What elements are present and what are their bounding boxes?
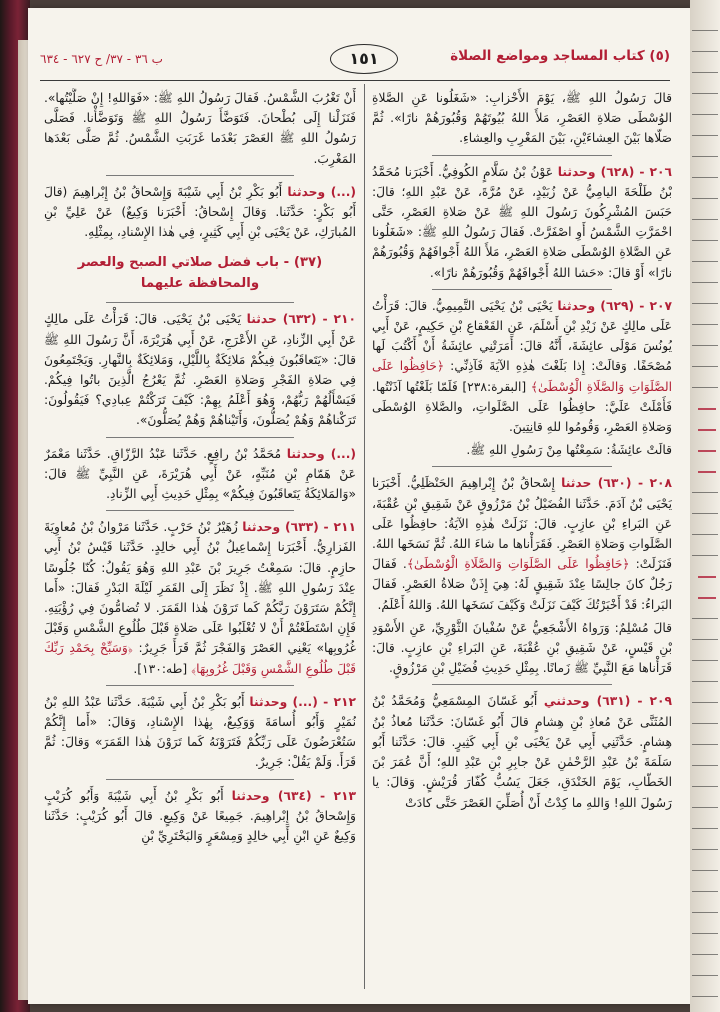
paragraph-separator	[432, 155, 612, 156]
text-paragraph	[372, 440, 672, 460]
hadith-paragraph	[44, 517, 356, 679]
chapter-heading: (٣٧) - باب فضل صلاتي الصبح والعصر والمحافظة عليهما	[77, 255, 323, 292]
adjacent-page-line	[692, 387, 718, 396]
adjacent-page-line	[692, 240, 718, 249]
quran-verse: ﴿حَافِظُوا عَلَى الصَّلَوَاتِ وَالصَّلَاةِ الْوُسْطَىٰ﴾	[406, 557, 630, 572]
hadith-reference-range: ب ٣٦ - ٣٧/ ح ٦٢٧ - ٦٣٤	[40, 52, 163, 66]
adjacent-page-line	[692, 177, 718, 186]
hadith-text: أَنْ تَغْرُبَ الشَّمْسُ. فَقالَ رَسُولُ اللهِ ﷺ: «فَوَاللهِ! إِنْ صَلَّيْتُها». فَنَزَلْنا إِلَى بُطْحانَ. فَتَوَضَّأَ رَسُولُ اللهِ ﷺ وَتَوَضَّأْنا. فَصَلَّى رَسُولُ اللهِ ﷺ العَصْرَ بَعْدَما غَرَبَتِ الشَّمْسُ. ثُمَّ صَلَّى بَعْدَها المَغْرِبَ.	[44, 91, 356, 166]
hadith-paragraph	[372, 691, 672, 812]
hadith-text: قالَ مُسْلِمٌ: وَرَواهُ الأَشْجَعِيُّ عَنْ سُفْيانَ الثَّوْرِيِّ، عَنِ الأَسْوَدِ بْنِ قَيْسٍ، عَنْ شَقِيقِ بْنِ عُقْبَةَ، عَنِ البَراءِ بْنِ عازِبٍ. قالَ: قَرَأْناها مَعَ النَّبِيِّ ﷺ زَمانًا. بِمِثْلِ حَدِيثِ فُضَيْلِ بْنِ مَرْزُوقٍ.	[372, 620, 672, 676]
hadith-text: أَبُو بَكْرِ بْنُ أَبِي شَيْبَةَ وَأَبُو كُرَيْبٍ وَإِسْحاقُ بْنُ إِبْراهِيمَ. جَمِيعًا عَنْ وَكِيعٍ. قالَ أَبُو كُرَيْبٍ: حَدَّثَنا وَكِيعٌ عَنِ ابْنِ أَبِي خالِدٍ وَمِسْعَرٍ وَالبَخْتَرِيِّ بْنِ	[44, 788, 356, 844]
hadith-paragraph	[44, 692, 356, 773]
adjacent-page-line	[692, 681, 718, 690]
quran-verse: ﴿وَسَبِّحْ بِحَمْدِ رَبِّكَ قَبْلَ طُلُوعِ الشَّمْسِ وَقَبْلَ غُرُوبِهَا﴾	[44, 641, 356, 676]
text-paragraph	[44, 88, 356, 169]
adjacent-page-line	[692, 261, 718, 270]
adjacent-page-line	[692, 639, 718, 648]
paragraph-separator	[432, 684, 612, 685]
paragraph-separator	[106, 779, 293, 780]
hadith-text: يَحْيَى بْنُ يَحْيَى التَّمِيمِيُّ. قالَ: قَرَأْتُ عَلَى مالِكٍ عَنْ زَيْدِ بْنِ أَسْلَمَ، عَنِ القَعْقاعِ بْنِ حَكِيمٍ، عَنْ أَبِي يُونُسَ مَوْلَى عائِشَةَ، أَنَّهُ قالَ: أَمَرَتْنِي عائِشَةُ أَنْ أَكْتُبَ لَها مُصْحَفًا. وَقالَتْ: إِذا بَلَغْتَ هٰذِهِ الآيَةَ فَآذِنِّي:	[372, 298, 672, 374]
hadith-paragraph	[372, 473, 672, 614]
hadith-text: أَبُو غَسّانَ المِسْمَعِيُّ وَمُحَمَّدُ بْنُ المُثَنَّى عَنْ مُعاذِ بْنِ هِشامٍ قالَ أَبُو غَسّانَ: حَدَّثَنا مُعاذُ بْنُ هِشامٍ. حَدَّثَنِي أَبِي عَنْ يَحْيَى بْنِ أَبِي كَثِيرٍ. قالَ: حَدَّثَنا أَبُو سَلَمَةَ بْنُ عَبْدِ الرَّحْمٰنِ عَنْ جابِرِ بْنِ عَبْدِ اللهِ؛ أَنَّ عُمَرَ بْنَ الخَطّابِ، يَوْمَ الخَنْدَقِ، جَعَلَ يَسُبُّ كُفّارَ قُرَيْشٍ. وَقالَ: يا رَسُولَ اللهِ! وَاللهِ ما كِدْتُ أَنْ أُصَلِّيَ العَصْرَ حَتَّى كادَتْ	[372, 694, 672, 810]
hadith-text: أَبُو بَكْرِ بْنُ أَبِي شَيْبَةَ وَإِسْحاقُ بْنُ إِبْراهِيمَ (قالَ أَبُو بَكْرٍ: حَدَّثَنا. وَقالَ إِسْحاقُ: أَخْبَرَنا وَكِيعٌ) عَنْ عَلِيِّ بْنِ المُبارَكِ، عَنْ يَحْيَى بْنِ أَبِي كَثِيرٍ، فِي هٰذا الإِسْنادِ، بِمِثْلِهِ.	[44, 184, 356, 240]
adjacent-page-line	[692, 282, 718, 291]
adjacent-page-line	[692, 114, 718, 123]
hadith-text: أَبُو بَكْرِ بْنُ أَبِي شَيْبَةَ. حَدَّثَنا عَبْدُ اللهِ بْنُ نُمَيْرٍ وَأَبُو أُسامَةَ وَوَكِيعٌ، بِهٰذا الإِسْنادِ، وَقالَ: «أَما إِنَّكُمْ سَتُعْرَضُونَ عَلَى رَبِّكُمْ فَتَرَوْنَهُ كَما تَرَوْنَ هٰذا القَمَرَ» وَقالَ: ثُمَّ قَرَأَ. وَلَمْ يَقُلْ: جَرِيرٌ.	[44, 694, 356, 770]
hadith-text: عَوْنُ بْنُ سَلَّامٍ الكُوفِيُّ. أَخْبَرَنا مُحَمَّدُ بْنُ طَلْحَةَ اليامِيُّ عَنْ زُبَيْدٍ، عَنْ مُرَّةَ، عَنْ عَبْدِ اللهِ؛ قالَ: حَبَسَ المُشْرِكُونَ رَسُولَ اللهِ ﷺ عَنْ صَلاةِ العَصْرِ، حَتَّى احْمَرَّتِ الشَّمْسُ أَوِ اصْفَرَّتْ. فَقالَ رَسُولُ اللهِ ﷺ: «شَغَلُونا عَنِ الصَّلاةِ الوُسْطَى صَلاةِ العَصْرِ، مَلأَ اللهُ أَجْوافَهُمْ وَقُبُورَهُمْ نارًا» أَوْ قالَ: «حَشا اللهُ أَجْوافَهُمْ وَقُبُورَهُمْ نارًا».	[372, 164, 672, 280]
hadith-text-continued: . فَقالَ رَجُلٌ كانَ جالِسًا عِنْدَ شَقِيقٍ لَهُ: هِيَ إِذَنْ صَلاةُ العَصْرِ. فَقالَ البَراءُ: قَدْ أَخْبَرْتُكَ كَيْفَ نَزَلَتْ وَكَيْفَ نَسَخَها اللهُ. وَاللهُ أَعْلَمُ.	[372, 557, 672, 612]
hadith-paragraph	[372, 296, 672, 437]
hadith-number: ٢٠٨ - (٦٣٠) حدثنا	[561, 476, 672, 491]
adjacent-page-line	[692, 30, 718, 39]
paragraph-separator	[106, 302, 293, 303]
adjacent-page-line	[692, 702, 718, 711]
header-divider	[40, 80, 670, 81]
column-divider	[364, 84, 365, 989]
adjacent-page-line	[692, 891, 718, 900]
adjacent-page-line	[692, 513, 718, 522]
paragraph-separator	[432, 466, 612, 467]
right-text-column	[372, 88, 672, 993]
adjacent-page-line	[698, 450, 716, 462]
hadith-text: يَحْيَى بْنُ يَحْيَى. قالَ: قَرَأْتُ عَلَى مالِكٍ عَنْ أَبِي الزِّنادِ، عَنِ الأَعْرَجِ، عَنْ أَبِي هُرَيْرَةَ، أَنَّ رَسُولَ اللهِ ﷺ قالَ: «يَتَعاقَبُونَ فِيكُمْ مَلائِكَةٌ بِاللَّيْلِ، وَمَلائِكَةٌ بِالنَّهارِ. وَيَجْتَمِعُونَ فِي صَلاةِ الفَجْرِ وَصَلاةِ العَصْرِ. ثُمَّ يَعْرُجُ الَّذِينَ باتُوا فِيكُمْ. فَيَسْأَلُهُمْ رَبُّهُمْ، وَهُوَ أَعْلَمُ بِهِمْ: كَيْفَ تَرَكْتُمْ عِبادِي؟ فَيَقُولُونَ: تَرَكْناهُمْ وَهُمْ يُصَلُّونَ، وَأَتَيْناهُمْ وَهُمْ يُصَلُّونَ».	[44, 312, 356, 428]
hadith-text-continued: [طه:١٣٠].	[133, 661, 192, 676]
hadith-text: قالَ رَسُولُ اللهِ ﷺ، يَوْمَ الأَحْزابِ: «شَغَلُونا عَنِ الصَّلاةِ الوُسْطَى صَلاةِ العَصْرِ، مَلأَ اللهُ بُيُوتَهُمْ وَقُبُورَهُمْ نارًا». ثُمَّ صَلّاها بَيْنَ العِشاءَيْنِ، بَيْنَ المَغْرِبِ والعِشاءِ.	[372, 91, 672, 146]
hadith-text: قالَتْ عائِشَةُ: سَمِعْتُها مِنْ رَسُولِ اللهِ ﷺ.	[466, 443, 672, 458]
adjacent-page-line	[698, 597, 716, 609]
adjacent-page-line	[692, 765, 718, 774]
adjacent-page-line	[692, 555, 718, 564]
adjacent-page-line	[692, 828, 718, 837]
adjacent-page-line	[692, 303, 718, 312]
hadith-paragraph	[372, 162, 672, 283]
hadith-text: مُحَمَّدُ بْنُ رافِعٍ. حَدَّثَنا عَبْدُ الرَّزّاقِ. حَدَّثَنا مَعْمَرٌ عَنْ هَمّامِ بْنِ مُنَبِّهٍ، عَنْ أَبِي هُرَيْرَةَ، عَنِ النَّبِيِّ ﷺ قالَ: «وَالمَلائِكَةُ يَتَعاقَبُونَ فِيكُمْ» بِمِثْلِ حَدِيثِ أَبِي الزِّنادِ.	[44, 446, 356, 502]
adjacent-page-line	[692, 345, 718, 354]
paragraph-separator	[106, 437, 293, 438]
hadith-number: ٢١٠ - (٦٣٢) حدثنا	[246, 312, 356, 327]
hadith-text: إِسْحاقُ بْنُ إِبْراهِيمَ الحَنْظَلِيُّ. أَخْبَرَنا يَحْيَى بْنُ آدَمَ. حَدَّثَنا الفُضَيْلُ بْنُ مَرْزُوقٍ عَنْ شَقِيقِ بْنِ عُقْبَةَ، عَنِ البَراءِ بْنِ عازِبٍ. قالَ: نَزَلَتْ هٰذِهِ الآيَةُ: حافِظُوا عَلَى الصَّلَواتِ وَصَلاةِ العَصْرِ. فَقَرَأْناها ما شاءَ اللهُ. ثُمَّ نَسَخَها اللهُ. فَنَزَلَتْ:	[372, 476, 672, 572]
hadith-text-continued: [البقرة:٢٣٨] فَلَمّا بَلَغْتُها آذَنْتُها. فَأَمْلَتْ عَلَيَّ: حافِظُوا عَلَى الصَّلَواتِ، والصَّلاةِ الوُسْطَى وَصَلاةِ العَصْرِ، وَقُومُوا للهِ قانِتِينَ.	[372, 379, 672, 435]
hadith-number: (...) وحدثنا	[286, 446, 356, 461]
adjacent-page-line	[692, 954, 718, 963]
hadith-text: زُهَيْرُ بْنُ حَرْبٍ. حَدَّثَنا مَرْوانُ بْنُ مُعاوِيَةَ الفَزارِيُّ. أَخْبَرَنا إِسْماعِيلُ بْنُ أَبِي خالِدٍ. حَدَّثَنا قَيْسُ بْنُ أَبِي حازِمٍ. قالَ: سَمِعْتُ جَرِيرَ بْنَ عَبْدِ اللهِ وَهُوَ يَقُولُ: كُنّا جُلُوسًا عِنْدَ رَسُولِ اللهِ ﷺ. إِذْ نَظَرَ إِلَى القَمَرِ لَيْلَةَ البَدْرِ فَقالَ: «أَما إِنَّكُمْ سَتَرَوْنَ رَبَّكُمْ كَما تَرَوْنَ هٰذا القَمَرَ. لا تُضامُّونَ فِي رُؤْيَتِهِ. فَإِنِ اسْتَطَعْتُمْ أَنْ لا تُغْلَبُوا عَلَى صَلاةٍ قَبْلَ طُلُوعِ الشَّمْسِ وَقَبْلَ غُرُوبِها» يَعْنِي العَصْرَ وَالفَجْرَ ثُمَّ قَرَأَ جَرِيرٌ:	[44, 520, 356, 656]
paragraph-separator	[432, 289, 612, 290]
adjacent-page-line	[692, 786, 718, 795]
text-paragraph	[372, 618, 672, 679]
adjacent-page-line	[692, 996, 718, 1005]
hadith-paragraph	[44, 309, 356, 430]
adjacent-page-line	[692, 492, 718, 501]
adjacent-page-line	[692, 93, 718, 102]
adjacent-page-line	[692, 156, 718, 165]
adjacent-page-line	[698, 576, 716, 588]
hadith-number: ٢٠٩ - (٦٣١) وحدثني	[543, 694, 672, 709]
next-page-edge	[690, 0, 720, 1012]
adjacent-page-line	[692, 534, 718, 543]
adjacent-page-line	[692, 51, 718, 60]
hadith-paragraph	[44, 182, 356, 243]
chapter-title: (٥) كتاب المساجد ومواضع الصلاة	[450, 48, 670, 64]
left-text-column	[44, 88, 356, 993]
adjacent-page-line	[692, 807, 718, 816]
adjacent-page-line	[698, 429, 716, 441]
page-header	[40, 40, 670, 80]
hadith-number: ٢٠٦ - (٦٢٨) وحدثنا	[557, 164, 672, 179]
text-paragraph	[372, 88, 672, 149]
adjacent-page-line	[692, 198, 718, 207]
adjacent-page-line	[692, 975, 718, 984]
hadith-paragraph	[44, 786, 356, 847]
hadith-number: ٢١٣ - (٦٣٤) وحدثنا	[231, 788, 356, 803]
adjacent-page-line	[692, 744, 718, 753]
adjacent-page-line	[698, 408, 716, 420]
adjacent-page-line	[692, 618, 718, 627]
paragraph-separator	[106, 175, 293, 176]
adjacent-page-line	[692, 366, 718, 375]
adjacent-page-line	[692, 933, 718, 942]
hadith-number: (...) وحدثنا	[287, 184, 356, 199]
adjacent-page-line	[692, 72, 718, 81]
page-number: ١٥١	[330, 44, 398, 74]
adjacent-page-line	[692, 870, 718, 879]
adjacent-page-line	[692, 849, 718, 858]
adjacent-page-line	[692, 135, 718, 144]
adjacent-page-line	[698, 471, 716, 483]
adjacent-page-line	[692, 660, 718, 669]
quran-verse: ﴿حَافِظُوا عَلَى الصَّلَوَاتِ وَالصَّلَاةِ الْوُسْطَىٰ﴾	[372, 359, 672, 394]
adjacent-page-line	[692, 219, 718, 228]
hadith-paragraph	[44, 444, 356, 505]
adjacent-page-line	[692, 912, 718, 921]
paragraph-separator	[106, 510, 293, 511]
adjacent-page-line	[692, 723, 718, 732]
adjacent-page-line	[692, 324, 718, 333]
hadith-number: ٢١٢ - (...) وحدثنا	[249, 694, 356, 709]
hadith-number: ٢١١ - (٦٣٣) وحدثنا	[242, 520, 356, 535]
hadith-number: ٢٠٧ - (٦٢٩) وحدثنا	[557, 298, 672, 313]
paragraph-separator	[106, 685, 293, 686]
